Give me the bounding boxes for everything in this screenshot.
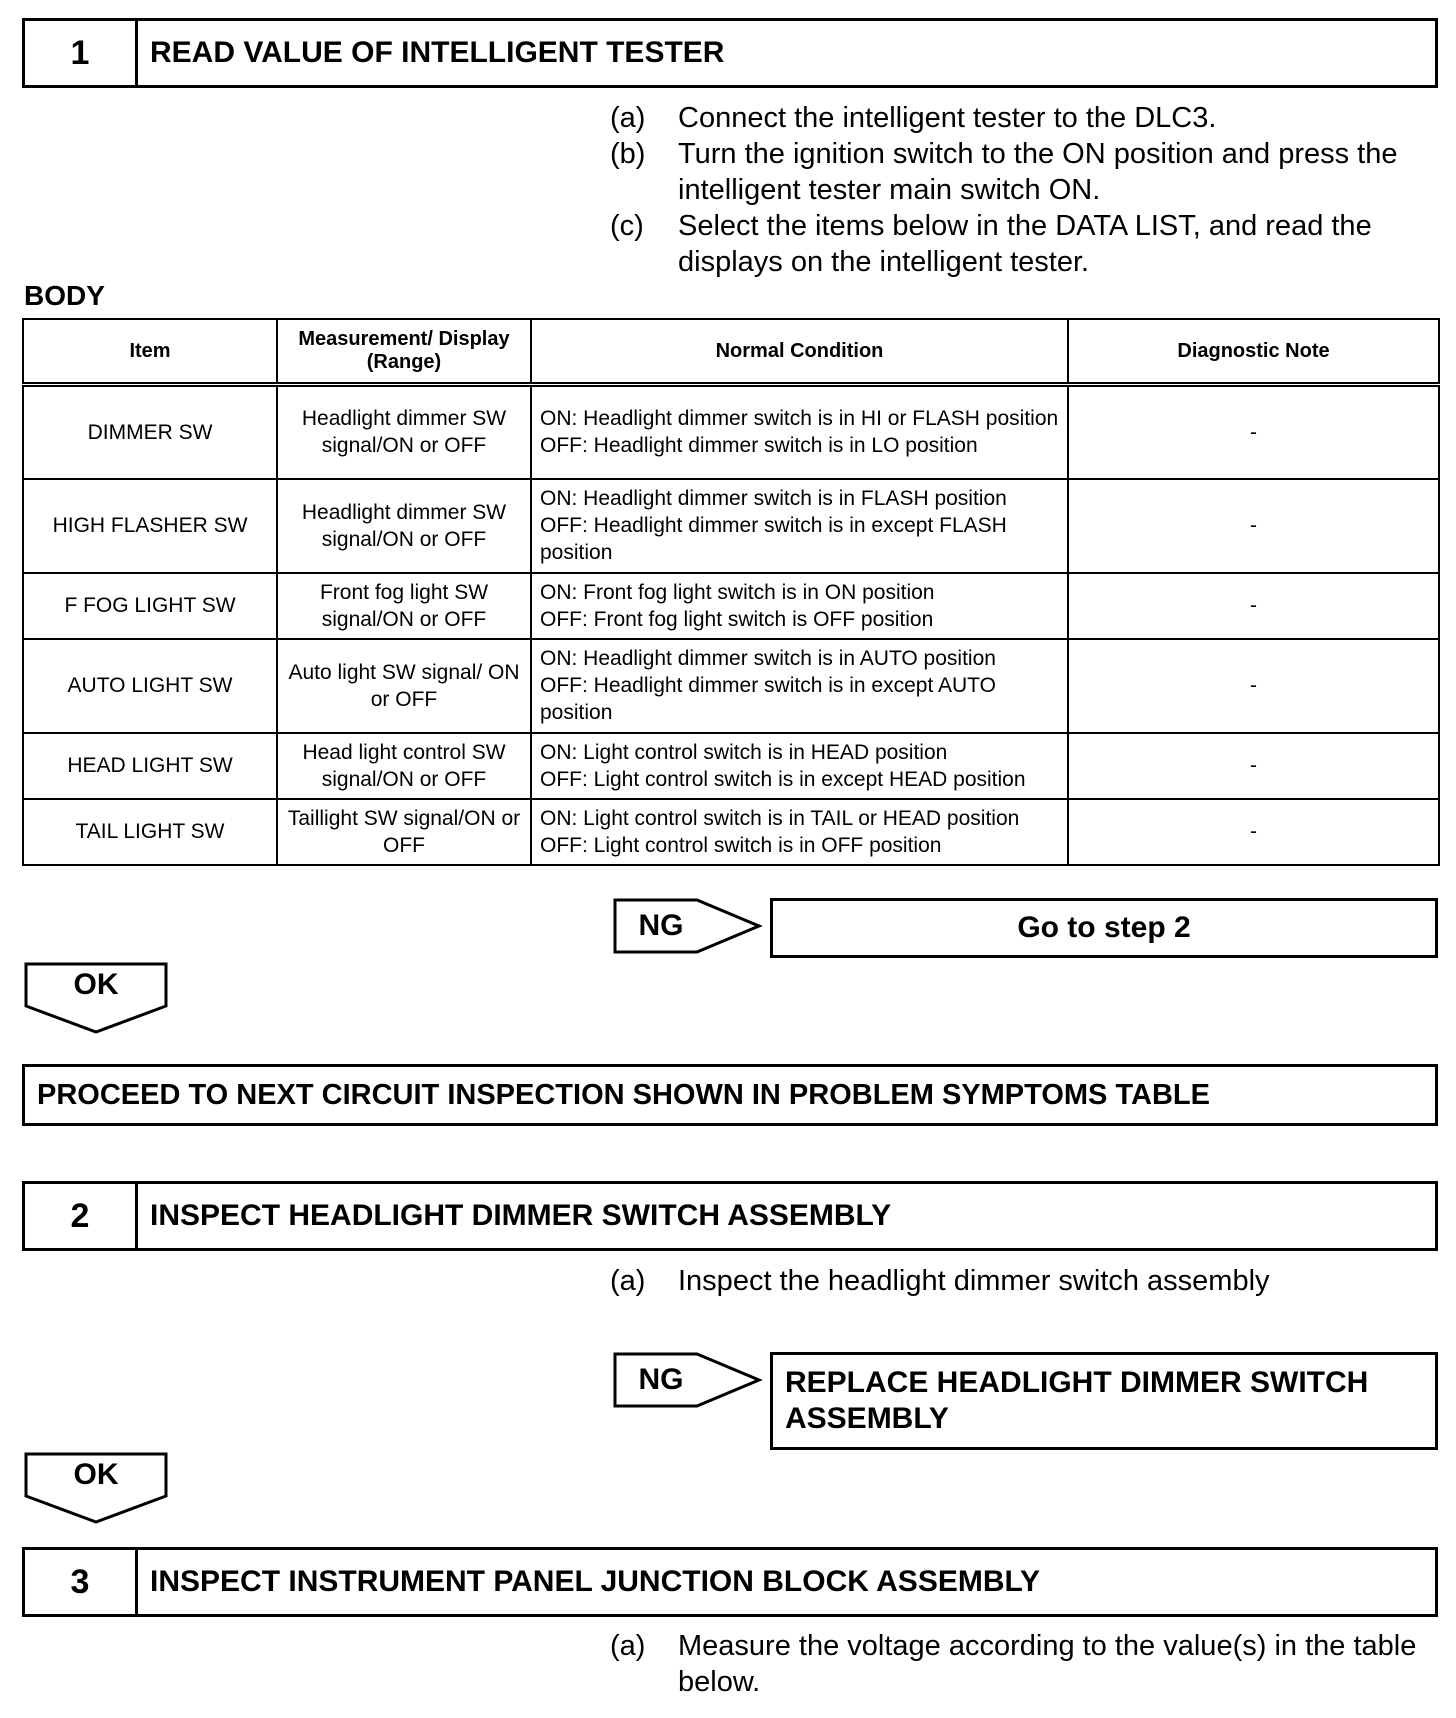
instruction-label: (a) [610, 1630, 646, 1662]
step-3-title: INSPECT INSTRUMENT PANEL JUNCTION BLOCK ASSEMBLY [150, 1565, 1041, 1598]
instruction-item [610, 208, 1440, 280]
cell-item: AUTO LIGHT SW [23, 639, 277, 733]
ok-result-text: PROCEED TO NEXT CIRCUIT INSPECTION SHOWN IN PROBLEM SYMPTOMS TABLE [37, 1078, 1210, 1111]
step-2-title: INSPECT HEADLIGHT DIMMER SWITCH ASSEMBLY [150, 1199, 892, 1232]
ng-result-text: Go to step 2 [1017, 911, 1191, 944]
table-row [23, 799, 1439, 865]
cell-diagnostic-note: - [1068, 573, 1439, 639]
cell-normal-condition: ON: Headlight dimmer switch is in AUTO position OFF: Headlight dimmer switch is in except AUTO position [531, 639, 1068, 733]
instruction-label: (a) [610, 1265, 646, 1297]
table-row [23, 639, 1439, 733]
ok-indicator [24, 962, 168, 1034]
instruction-item [610, 1628, 1440, 1700]
ok-label: OK [73, 1458, 119, 1491]
ng-label: NG [638, 1363, 684, 1396]
ng-indicator [613, 1352, 763, 1408]
cell-diagnostic-note: - [1068, 733, 1439, 799]
table-row [23, 733, 1439, 799]
ok-indicator [24, 1452, 168, 1524]
step-3-header [22, 1547, 1438, 1617]
instruction-item [610, 1263, 1440, 1299]
instruction-text: Turn the ignition switch to the ON position and press the intelligent tester main switch ON. [678, 138, 1398, 206]
step-2-instructions [610, 1263, 1440, 1299]
cell-normal-condition: ON: Headlight dimmer switch is in HI or FLASH position OFF: Headlight dimmer switch is in LO position [531, 385, 1068, 479]
table-row [23, 479, 1439, 573]
column-header: Diagnostic Note [1068, 319, 1439, 385]
instruction-text: Inspect the headlight dimmer switch assembly [678, 1265, 1270, 1297]
cell-diagnostic-note: - [1068, 799, 1439, 865]
cell-item: HEAD LIGHT SW [23, 733, 277, 799]
instruction-item [610, 136, 1440, 208]
cell-measurement: Taillight SW signal/ON or OFF [277, 799, 531, 865]
table-header-row [23, 319, 1439, 385]
step-3-instructions [610, 1628, 1440, 1700]
table-label: BODY [24, 280, 105, 311]
ng-indicator [613, 898, 763, 954]
cell-normal-condition: ON: Headlight dimmer switch is in FLASH position OFF: Headlight dimmer switch is in except FLASH position [531, 479, 1068, 573]
table-row [23, 385, 1439, 479]
cell-measurement: Headlight dimmer SW signal/ON or OFF [277, 385, 531, 479]
step-2-header [22, 1181, 1438, 1251]
cell-measurement: Auto light SW signal/ ON or OFF [277, 639, 531, 733]
column-header: Measurement/ Display (Range) [277, 319, 531, 385]
data-list-table [22, 318, 1440, 866]
ng-result-box [770, 898, 1438, 958]
cell-item: HIGH FLASHER SW [23, 479, 277, 573]
instruction-label: (a) [610, 102, 646, 134]
ok-label: OK [73, 968, 119, 1001]
cell-measurement: Front fog light SW signal/ON or OFF [277, 573, 531, 639]
instruction-text: Measure the voltage according to the value(s) in the table below. [678, 1630, 1417, 1698]
instruction-text: Connect the intelligent tester to the DLC3. [678, 102, 1217, 134]
ok-result-box [22, 1064, 1438, 1126]
ng-result-text: REPLACE HEADLIGHT DIMMER SWITCH ASSEMBLY [785, 1366, 1369, 1435]
cell-normal-condition: ON: Light control switch is in HEAD position OFF: Light control switch is in except HEAD position [531, 733, 1068, 799]
step-1-header [22, 18, 1438, 88]
cell-diagnostic-note: - [1068, 639, 1439, 733]
cell-diagnostic-note: - [1068, 385, 1439, 479]
instruction-item [610, 100, 1440, 136]
cell-normal-condition: ON: Light control switch is in TAIL or HEAD position OFF: Light control switch is in OFF position [531, 799, 1068, 865]
ng-result-box [770, 1352, 1438, 1450]
table-row [23, 573, 1439, 639]
step-1-instructions [610, 100, 1440, 280]
cell-diagnostic-note: - [1068, 479, 1439, 573]
cell-normal-condition: ON: Front fog light switch is in ON position OFF: Front fog light switch is OFF position [531, 573, 1068, 639]
step-1-number: 1 [25, 21, 138, 85]
instruction-text: Select the items below in the DATA LIST, and read the displays on the intelligent tester. [678, 210, 1372, 278]
column-header: Normal Condition [531, 319, 1068, 385]
ng-label: NG [638, 909, 684, 942]
step-2-number: 2 [25, 1184, 138, 1248]
column-header: Item [23, 319, 277, 385]
cell-item: TAIL LIGHT SW [23, 799, 277, 865]
cell-measurement: Head light control SW signal/ON or OFF [277, 733, 531, 799]
step-1-title: READ VALUE OF INTELLIGENT TESTER [150, 36, 725, 69]
cell-measurement: Headlight dimmer SW signal/ON or OFF [277, 479, 531, 573]
step-3-number: 3 [25, 1550, 138, 1614]
cell-item: F FOG LIGHT SW [23, 573, 277, 639]
cell-item: DIMMER SW [23, 385, 277, 479]
instruction-label: (b) [610, 138, 646, 170]
instruction-label: (c) [610, 210, 644, 242]
